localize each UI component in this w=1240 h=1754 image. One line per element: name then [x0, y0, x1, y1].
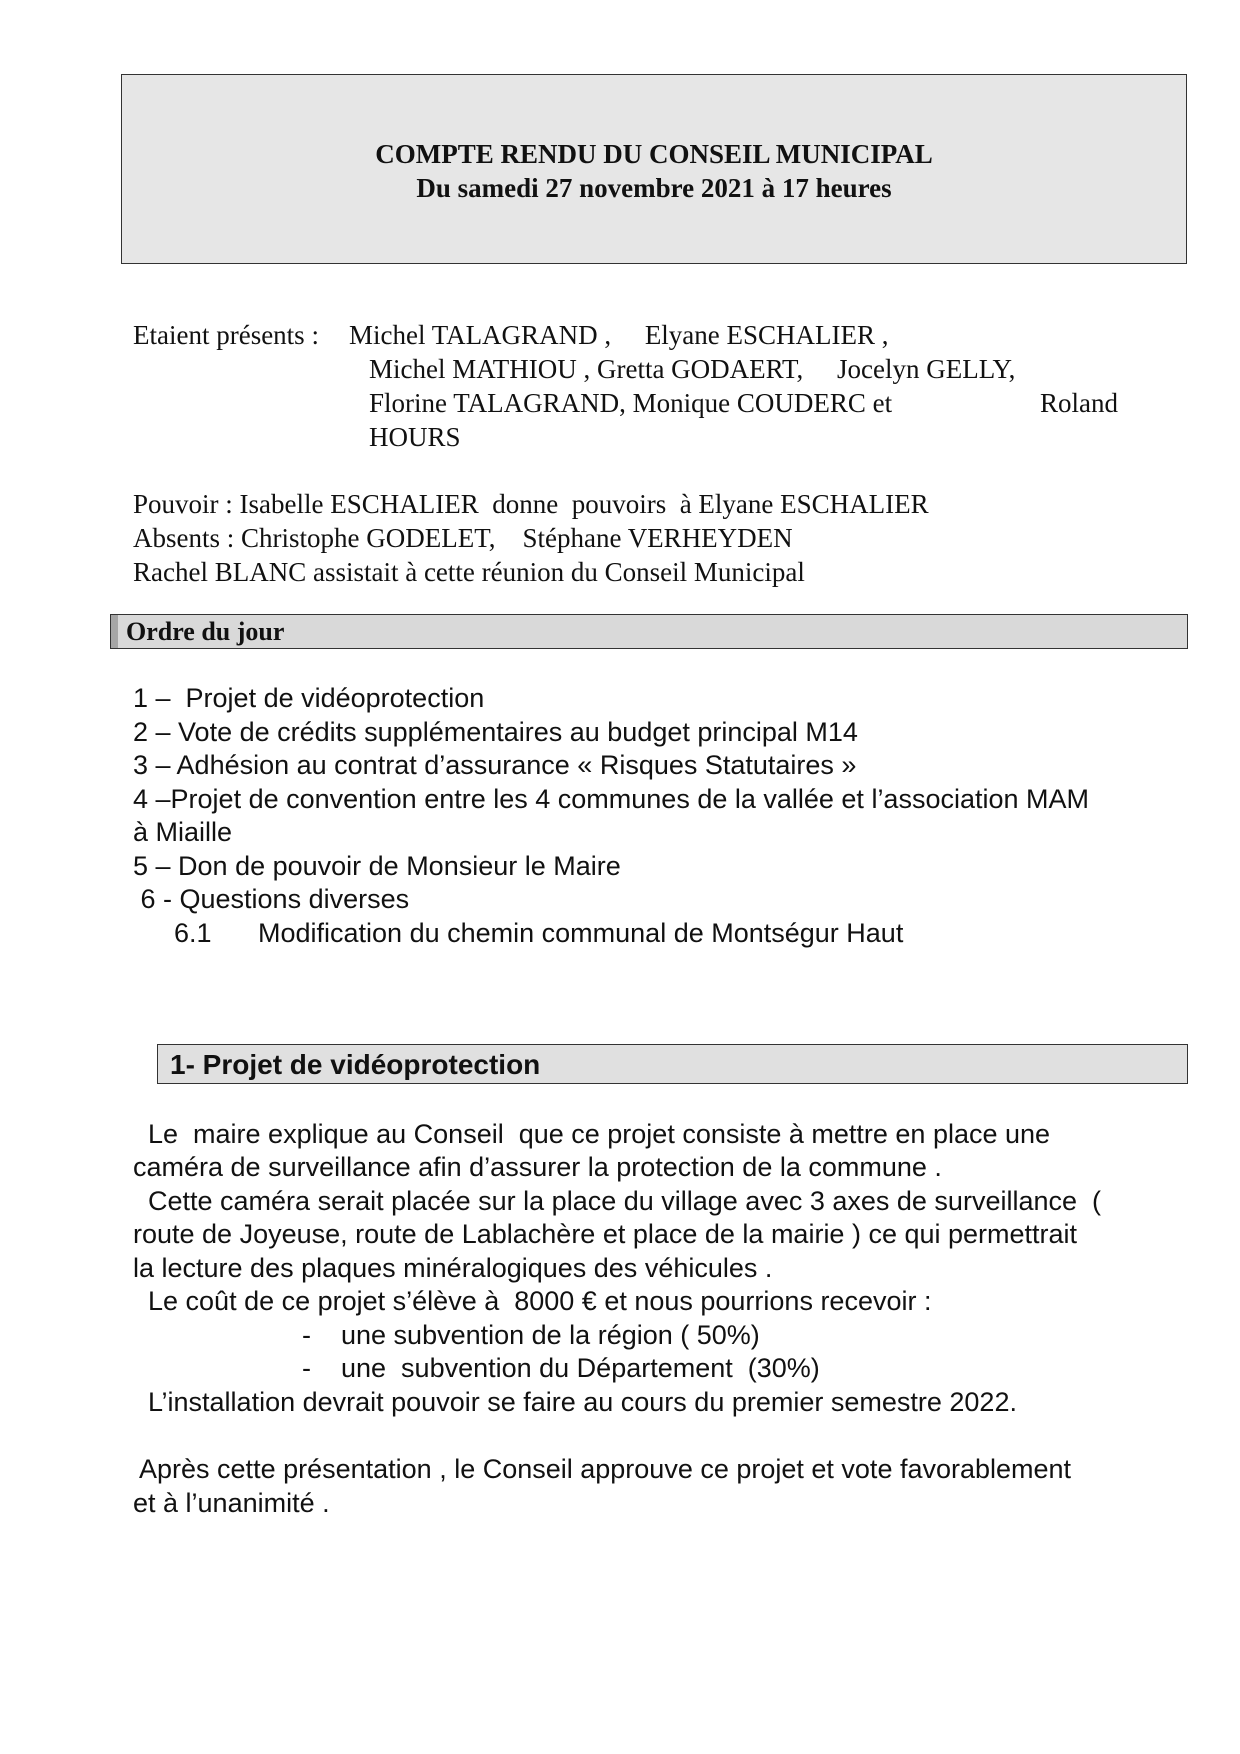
bullet-item: une subvention du Département (30%): [341, 1353, 820, 1383]
present-line-2: Michel MATHIOU , Gretta GODAERT, Jocelyn GELLY,: [369, 354, 1016, 384]
document-title: COMPTE RENDU DU CONSEIL MUNICIPAL: [375, 139, 933, 169]
conclusion-line: et à l’unanimité .: [133, 1488, 330, 1518]
present-label: Etaient présents :: [133, 320, 319, 350]
assistant-line: Rachel BLANC assistait à cette réunion du Conseil Municipal: [133, 557, 805, 587]
present-line-1: Michel TALAGRAND , Elyane ESCHALIER ,: [349, 320, 889, 350]
body-line: Le maire explique au Conseil que ce projet consiste à mettre en place une: [133, 1119, 1051, 1149]
meeting-date: Du samedi 27 novembre 2021 à 17 heures: [416, 173, 892, 203]
present-line-3: Florine TALAGRAND, Monique COUDERC et: [369, 388, 893, 418]
body-line: route de Joyeuse, route de Lablachère et place de la mairie ) ce qui permettrait: [133, 1219, 1078, 1249]
bullet-item: une subvention de la région ( 50%): [341, 1320, 760, 1350]
agenda-heading-bar: [110, 614, 1188, 649]
agenda-subitem-number: 6.1: [174, 918, 212, 948]
bullet-dash: -: [302, 1320, 311, 1350]
title-box: [121, 74, 1187, 264]
agenda-item: 3 – Adhésion au contrat d’assurance « Risques Statutaires »: [133, 750, 857, 780]
body-line: Cette caméra serait placée sur la place du village avec 3 axes de surveillance (: [133, 1186, 1101, 1216]
agenda-item: 5 – Don de pouvoir de Monsieur le Maire: [133, 851, 621, 881]
agenda-item: 4 –Projet de convention entre les 4 communes de la vallée et l’association MAM: [133, 784, 1090, 814]
agenda-item: 1 – Projet de vidéoprotection: [133, 683, 485, 713]
section-heading-bar: [157, 1044, 1188, 1084]
agenda-item: 2 – Vote de crédits supplémentaires au budget principal M14: [133, 717, 858, 747]
present-line-4: HOURS: [369, 422, 461, 452]
present-line-3-end: Roland: [1040, 388, 1118, 418]
bullet-dash: -: [302, 1353, 311, 1383]
agenda-bar-accent: [111, 615, 118, 648]
proxy-line: Pouvoir : Isabelle ESCHALIER donne pouvoirs à Elyane ESCHALIER: [133, 489, 929, 519]
body-line: Le coût de ce projet s’élève à 8000 € et nous pourrions recevoir :: [133, 1286, 932, 1316]
agenda-item-continuation: à Miaille: [133, 817, 233, 847]
body-line: caméra de surveillance afin d’assurer la protection de la commune .: [133, 1152, 942, 1182]
agenda-subitem-text: Modification du chemin communal de Montségur Haut: [258, 918, 904, 948]
installation-line: L’installation devrait pouvoir se faire au cours du premier semestre 2022.: [133, 1387, 1017, 1417]
absent-line: Absents : Christophe GODELET, Stéphane VERHEYDEN: [133, 523, 793, 553]
body-line: la lecture des plaques minéralogiques des véhicules .: [133, 1253, 773, 1283]
agenda-heading: Ordre du jour: [126, 617, 285, 646]
agenda-item: 6 - Questions diverses: [133, 884, 410, 914]
section-heading: 1- Projet de vidéoprotection: [170, 1049, 541, 1080]
conclusion-line: Après cette présentation , le Conseil approuve ce projet et vote favorablement: [133, 1454, 1072, 1484]
